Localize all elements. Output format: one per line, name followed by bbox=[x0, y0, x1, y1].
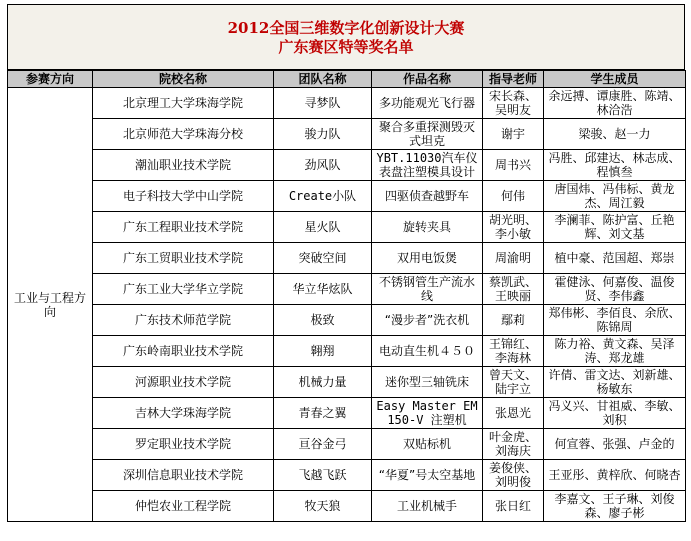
team-cell: 劲风队 bbox=[274, 150, 372, 181]
school-cell: 吉林大学珠海学院 bbox=[93, 398, 274, 429]
table-row bbox=[8, 429, 686, 460]
work-cell: 旋转夹具 bbox=[372, 212, 483, 243]
school-cell: 广东工业大学华立学院 bbox=[93, 274, 274, 305]
work-cell: YBT.11030汽车仪表盘注塑模具设计 bbox=[372, 150, 483, 181]
advisor-cell: 胡光明、李小敏 bbox=[483, 212, 544, 243]
school-cell: 广东岭南职业技术学院 bbox=[93, 336, 274, 367]
school-cell: 广东工贸职业技术学院 bbox=[93, 243, 274, 274]
category-cell: 工业与工程方向 bbox=[8, 88, 93, 522]
advisor-cell: 周书兴 bbox=[483, 150, 544, 181]
work-cell: 工业机械手 bbox=[372, 491, 483, 522]
members-cell: 余远搏、谭康胜、陈靖、林洽浩 bbox=[544, 88, 686, 119]
table-row bbox=[8, 398, 686, 429]
members-cell: 李澜菲、陈护富、丘艳辉、刘文基 bbox=[544, 212, 686, 243]
advisor-cell: 姜俊侠、刘明俊 bbox=[483, 460, 544, 491]
school-cell: 河源职业技术学院 bbox=[93, 367, 274, 398]
work-cell: 双用电饭煲 bbox=[372, 243, 483, 274]
advisor-cell: 蔡凯武、王映丽 bbox=[483, 274, 544, 305]
table-row bbox=[8, 119, 686, 150]
school-cell: 仲恺农业工程学院 bbox=[93, 491, 274, 522]
members-cell: 冯胜、邱建达、林志成、程慎叁 bbox=[544, 150, 686, 181]
team-cell: 翱翔 bbox=[274, 336, 372, 367]
advisor-cell: 何伟 bbox=[483, 181, 544, 212]
table-row bbox=[8, 460, 686, 491]
members-cell: 王亚彤、黄梓欣、何晓杏 bbox=[544, 460, 686, 491]
work-cell: 双贴标机 bbox=[372, 429, 483, 460]
table-row bbox=[8, 88, 686, 119]
team-cell: 飞越飞跃 bbox=[274, 460, 372, 491]
header-team: 团队名称 bbox=[274, 71, 372, 88]
work-cell: 迷你型三轴铣床 bbox=[372, 367, 483, 398]
advisor-cell: 王锦红、李海林 bbox=[483, 336, 544, 367]
advisor-cell: 叶金虎、刘海庆 bbox=[483, 429, 544, 460]
team-cell: 寻梦队 bbox=[274, 88, 372, 119]
table-row bbox=[8, 150, 686, 181]
table-row bbox=[8, 305, 686, 336]
members-cell: 冯义兴、甘祖威、李敏、刘积 bbox=[544, 398, 686, 429]
work-cell: “华夏”号太空基地 bbox=[372, 460, 483, 491]
school-cell: 深圳信息职业技术学院 bbox=[93, 460, 274, 491]
work-cell: 不锈钢管生产流水线 bbox=[372, 274, 483, 305]
members-cell: 植中豪、范国超、郑崇 bbox=[544, 243, 686, 274]
school-cell: 电子科技大学中山学院 bbox=[93, 181, 274, 212]
table-row bbox=[8, 367, 686, 398]
table-row bbox=[8, 336, 686, 367]
members-cell: 许倩、雷文达、刘新雄、杨敏东 bbox=[544, 367, 686, 398]
advisor-cell: 宋长森、吴明友 bbox=[483, 88, 544, 119]
school-cell: 广东技术师范学院 bbox=[93, 305, 274, 336]
team-cell: 青春之翼 bbox=[274, 398, 372, 429]
team-cell: 牧天狼 bbox=[274, 491, 372, 522]
team-cell: 突破空间 bbox=[274, 243, 372, 274]
table-row bbox=[8, 243, 686, 274]
work-cell: 电动直生机４５０ bbox=[372, 336, 483, 367]
team-cell: 亘谷金弓 bbox=[274, 429, 372, 460]
team-cell: 骏力队 bbox=[274, 119, 372, 150]
school-cell: 广东工程职业技术学院 bbox=[93, 212, 274, 243]
header-work: 作品名称 bbox=[372, 71, 483, 88]
school-cell: 北京理工大学珠海学院 bbox=[93, 88, 274, 119]
advisor-cell: 鄢莉 bbox=[483, 305, 544, 336]
header-school: 院校名称 bbox=[93, 71, 274, 88]
work-cell: 四驱侦查越野车 bbox=[372, 181, 483, 212]
award-table bbox=[7, 70, 686, 522]
advisor-cell: 张恩光 bbox=[483, 398, 544, 429]
header-category: 参赛方向 bbox=[8, 71, 93, 88]
advisor-cell: 张日红 bbox=[483, 491, 544, 522]
table-row bbox=[8, 181, 686, 212]
title-line-1: 2012全国三维数字化创新设计大赛 bbox=[227, 19, 465, 37]
advisor-cell: 周渝明 bbox=[483, 243, 544, 274]
members-cell: 梁骏、赵一力 bbox=[544, 119, 686, 150]
members-cell: 唐国炜、冯伟标、黄龙杰、周江毅 bbox=[544, 181, 686, 212]
team-cell: Create小队 bbox=[274, 181, 372, 212]
school-cell: 罗定职业技术学院 bbox=[93, 429, 274, 460]
work-cell: “漫步者”洗衣机 bbox=[372, 305, 483, 336]
work-cell: Easy Master EM150-V 注塑机 bbox=[372, 398, 483, 429]
members-cell: 李嘉文、王子琳、刘俊森、廖子彬 bbox=[544, 491, 686, 522]
members-cell: 霍健泳、何嘉俊、温俊贤、李伟鑫 bbox=[544, 274, 686, 305]
team-cell: 星火队 bbox=[274, 212, 372, 243]
members-cell: 何宣蓉、张强、卢金的 bbox=[544, 429, 686, 460]
work-cell: 聚合多重探测毁灭式坦克 bbox=[372, 119, 483, 150]
team-cell: 机械力量 bbox=[274, 367, 372, 398]
header-advisor: 指导老师 bbox=[483, 71, 544, 88]
title-box bbox=[7, 4, 685, 70]
work-cell: 多功能观光飞行器 bbox=[372, 88, 483, 119]
table-row bbox=[8, 212, 686, 243]
team-cell: 华立华炫队 bbox=[274, 274, 372, 305]
school-cell: 北京师范大学珠海分校 bbox=[93, 119, 274, 150]
advisor-cell: 曾天文、陆宇立 bbox=[483, 367, 544, 398]
members-cell: 陈力裕、黄文森、吴泽涛、郑龙雄 bbox=[544, 336, 686, 367]
team-cell: 极致 bbox=[274, 305, 372, 336]
advisor-cell: 谢宇 bbox=[483, 119, 544, 150]
school-cell: 潮汕职业技术学院 bbox=[93, 150, 274, 181]
table-row bbox=[8, 274, 686, 305]
header-row bbox=[8, 71, 686, 88]
members-cell: 郑伟彬、李佰良、余欣、陈锦周 bbox=[544, 305, 686, 336]
title-line-2: 广东赛区特等奖名单 bbox=[278, 38, 414, 56]
header-members: 学生成员 bbox=[544, 71, 686, 88]
table-row bbox=[8, 491, 686, 522]
